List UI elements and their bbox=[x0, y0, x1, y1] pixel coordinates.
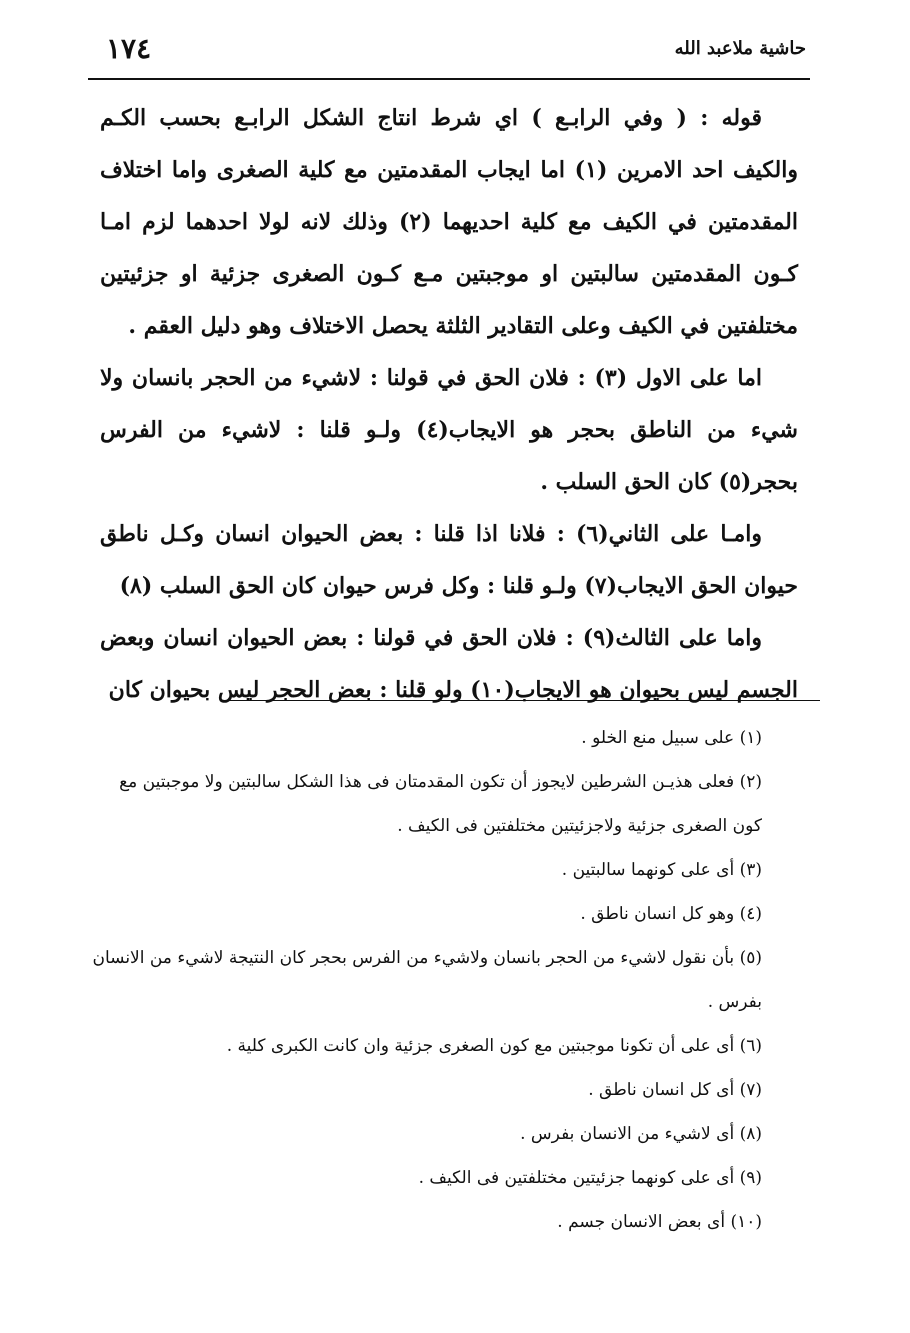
footnotes bbox=[92, 716, 810, 1244]
footnote-divider bbox=[220, 700, 820, 701]
footnote: (٨) أى لاشيء من الانسان بفرس . bbox=[520, 1124, 762, 1144]
page-number: ١٧٤ bbox=[106, 31, 152, 65]
main-text bbox=[100, 92, 798, 716]
paragraph: قوله : ( وفي الرابـع ) اي شرط انتاج الشكل الرابـع بحسب الكـم والكيف احد الامرين (١) اما ايجاب المقدمتين مع كلية الصغرى واما اختلاف المقدمتين في الكيف مع كلية احديهما (٢) وذلك لانه لولا احدهما لزم امـا كـون المقدمتين سالبتين او موجبتين مـع كـون الصغرى جزئية او جزئيتين مختلفتين في الكيف وعلى التقادير الثلثة يحصل الاختلاف وهو دليل العقم . bbox=[100, 105, 799, 339]
running-title: حاشية ملاعبد الله bbox=[674, 37, 806, 59]
footnote: (٧) أى كل انسان ناطق . bbox=[588, 1080, 762, 1100]
paragraph: وامـا على الثاني(٦) : فلانا اذا قلنا : بعض الحيوان انسان وكـل ناطق حيوان الحق الايجاب(٧) ولـو قلنا : وكل فرس حيوان كان الحق السلب (٨) bbox=[100, 521, 798, 599]
paragraph: واما على الثالث(٩) : فلان الحق في قولنا : بعض الحيوان انسان وبعض الجسم ليس بحيوان هو الايجاب(١٠) ولو قلنا : بعض الحجر ليس بحيوان كان bbox=[100, 625, 798, 703]
footnote: (٥) بأن نقول لاشيء من الحجر بانسان ولاشيء من الفرس بحجر كان النتيجة لاشيء من الانسان بفرس . bbox=[92, 948, 762, 1012]
footnote: (٦) أى على أن تكونا موجبتين مع كون الصغرى جزئية وان كانت الكبرى كلية . bbox=[226, 1036, 762, 1056]
header-divider bbox=[88, 78, 810, 80]
footnote: (١٠) أى بعض الانسان جسم . bbox=[557, 1212, 762, 1232]
page-header bbox=[106, 28, 806, 68]
footnote: (٩) أى على كونهما جزئيتين مختلفتين فى الكيف . bbox=[418, 1168, 762, 1188]
footnote: (٣) أى على كونهما سالبتين . bbox=[561, 860, 762, 880]
footnote: (٢) فعلى هذيـن الشرطين لايجوز أن تكون المقدمتان فى هذا الشكل سالبتين ولا موجبتين مع كون الصغرى جزئية ولاجزئيتين مختلفتين فى الكيف . bbox=[119, 772, 762, 836]
paragraph: اما على الاول (٣) : فلان الحق في قولنا : لاشيء من الحجر بانسان ولا شيء من الناطق بحجر هو الايجاب(٤) ولـو قلنا : لاشيء من الفرس بحجر(٥) كان الحق السلب . bbox=[100, 365, 798, 495]
footnote: (١) على سبيل منع الخلو . bbox=[581, 728, 762, 748]
footnote: (٤) وهو كل انسان ناطق . bbox=[580, 904, 762, 924]
